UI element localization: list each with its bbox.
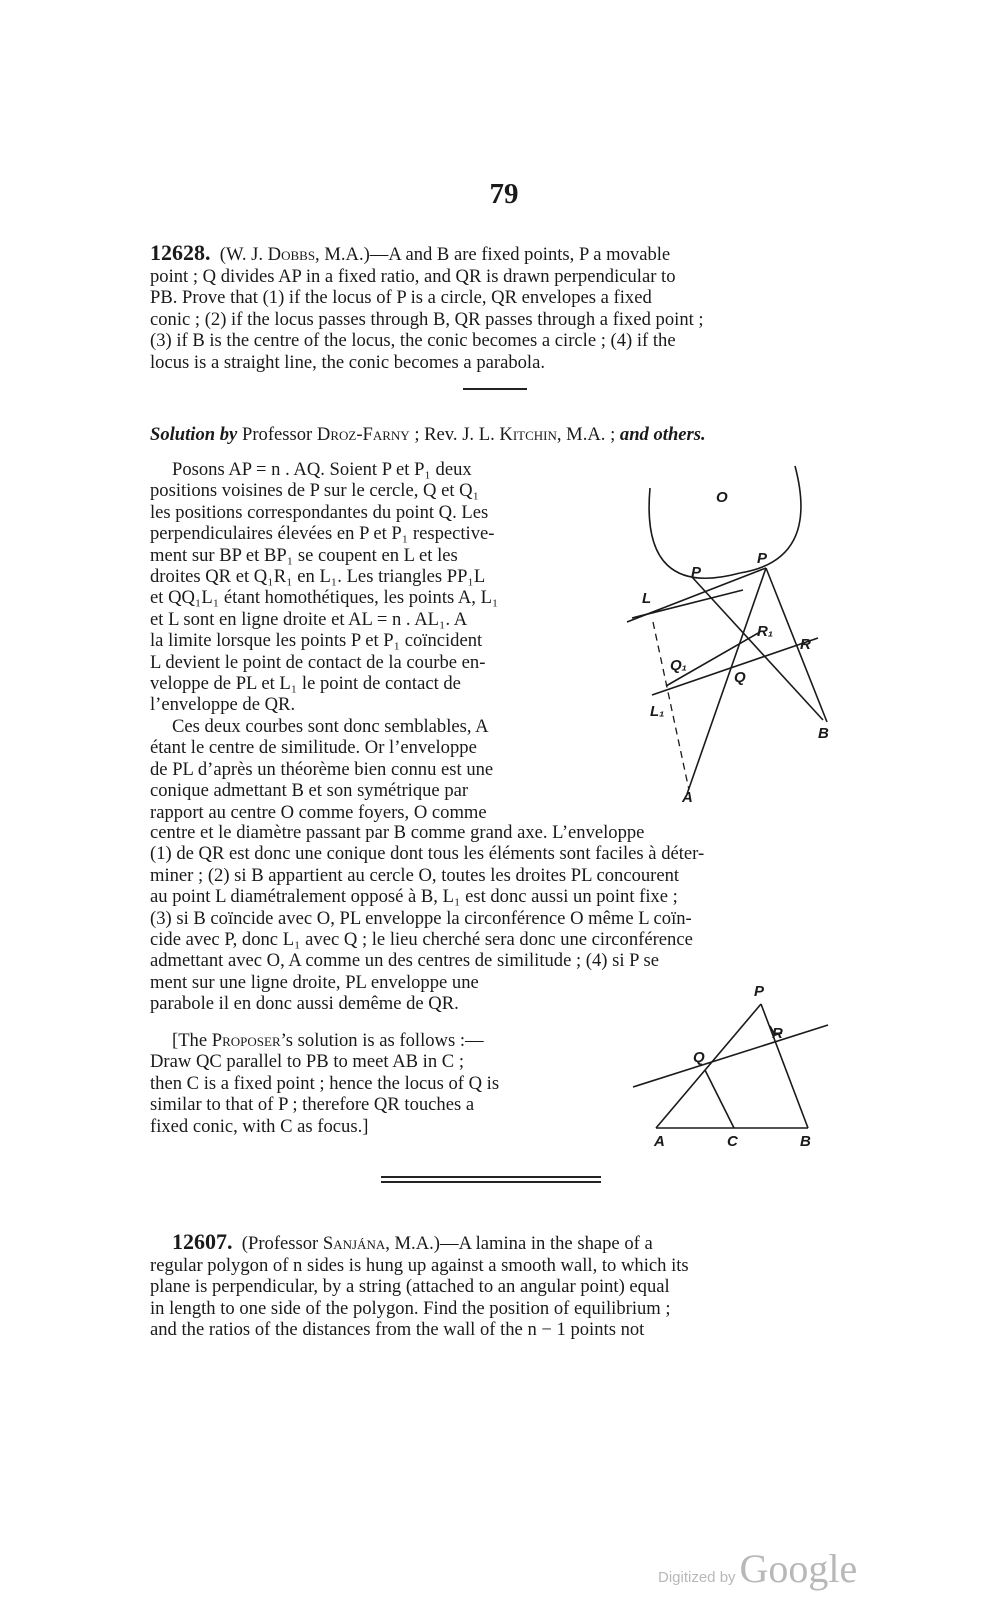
problem-text-line: —A and B are fixed points, P a movable [369, 244, 671, 265]
double-rule-bottom [381, 1181, 601, 1183]
problem-author: Sanjána [322, 1233, 386, 1254]
label-C: C [727, 1133, 738, 1150]
line-a-p [656, 1004, 761, 1128]
google-logo: Google [739, 1546, 858, 1591]
label-B: B [800, 1133, 811, 1150]
proposer-line: then C is a fixed point ; hence the locus of Q is [150, 1072, 500, 1094]
solution-by: Solution by [150, 424, 238, 445]
label-P1: P [757, 550, 768, 567]
solution-line: Ces deux courbes sont donc semblables, A [172, 715, 489, 737]
solver-sep: ; Rev. J. L. [409, 424, 500, 445]
solver-name: Kitchin [499, 424, 557, 445]
line-q-r [633, 1025, 828, 1087]
solution-line: au point L diamétralement opposé à B, L₁ est donc aussi un point fixe ; [150, 886, 678, 908]
solution-line: les positions correspondantes du point Q. Les [150, 501, 489, 523]
label-L1: L₁ [650, 703, 665, 720]
label-P: P [691, 564, 702, 581]
label-O: O [716, 489, 728, 506]
double-rule-top [381, 1176, 601, 1178]
solver-name: Droz-Farny [316, 424, 410, 445]
author-open: (Professor [241, 1233, 323, 1254]
solution-line: la limite lorsque les points P et P₁ coïncident [150, 630, 483, 652]
problem-text-line: in length to one side of the polygon. Find the position of equilibrium ; [150, 1297, 671, 1319]
label-R: R [772, 1025, 783, 1042]
label-L: L [642, 590, 652, 607]
solution-line: ment sur BP et BP₁ se coupent en L et les [150, 544, 458, 566]
digitized-credit [658, 1545, 857, 1592]
proposer-line: similar to that of P ; therefore QR touches a [150, 1094, 475, 1116]
solution-line: et L sont en ligne droite et AL = n . AL₁. A [150, 608, 468, 630]
proposer-name: Proposer [211, 1030, 281, 1051]
digitized-label: Digitized by [658, 1569, 736, 1586]
problem-text-line: plane is perpendicular, by a string (attached to an angular point) equal [150, 1276, 670, 1298]
solution-line: cide avec P, donc L₁ avec Q ; le lieu cherché sera donc une circonférence [150, 929, 693, 951]
and-others: and others. [619, 424, 706, 445]
label-R1: R₁ [757, 623, 774, 640]
solution-line: perpendiculaires élevées en P et P₁ respective- [150, 523, 495, 545]
label-Q: Q [693, 1049, 705, 1066]
problem-author: (W. J. Dobbs, M.A.) [219, 244, 370, 265]
problem-text-line: and the ratios of the distances from the wall of the n − 1 points not [150, 1319, 645, 1341]
label-R: R [800, 636, 811, 653]
solution-line: centre et le diamètre passant par B comme grand axe. L’enveloppe [150, 822, 645, 843]
label-A: A [682, 789, 693, 806]
label-Q1: Q₁ [670, 657, 687, 674]
problem-text-line: regular polygon of n sides is hung up against a smooth wall, to which its [150, 1255, 689, 1276]
solution-line: (3) si B coïncide avec O, PL enveloppe la circonférence O même L coïn- [150, 907, 692, 929]
proposer-intro: ’s solution is as follows :— [280, 1030, 484, 1051]
solution-line: positions voisines de P sur le cercle, Q et Q₁ [150, 480, 480, 502]
solution-line: ment sur une ligne droite, PL enveloppe une [150, 972, 479, 993]
label-P: P [754, 983, 765, 1000]
problem-number: 12628. [150, 240, 211, 265]
author-close: , M.A.) [385, 1233, 440, 1254]
line-q-c [705, 1070, 734, 1128]
solution-line: et QQ₁L₁ étant homothétiques, les points A, L₁ [150, 587, 499, 609]
problem-text-line: conic ; (2) if the locus passes through B, QR passes through a fixed point ; [150, 308, 704, 330]
solution-line: parabole il en donc aussi demême de QR. [150, 993, 459, 1015]
label-B: B [818, 725, 829, 742]
proposer-line: fixed conic, with C as focus.] [150, 1115, 369, 1137]
solution-line: conique admettant B et son symétrique par [150, 780, 469, 802]
problem-12607 [150, 1230, 834, 1341]
solution-line: L devient le point de contact de la courbe en- [150, 651, 486, 673]
solution-line: (1) de QR est donc une conique dont tous les éléments sont faciles à déter- [150, 843, 705, 865]
solution-line: veloppe de PL et L₁ le point de contact de [150, 673, 461, 695]
solution-line: Posons AP = n . AQ. Soient P et P₁ deux [172, 459, 472, 480]
professor-label: Professor [241, 424, 313, 445]
solution-line: admettant avec O, A comme un des centres de similitude ; (4) si P se [150, 950, 659, 972]
label-A: A [654, 1133, 665, 1150]
proposer-line: Draw QC parallel to PB to meet AB in C ; [150, 1051, 464, 1073]
solution-line: rapport au centre O comme foyers, O comme [150, 801, 487, 823]
problem-text-line: (3) if B is the centre of the locus, the conic becomes a circle ; (4) if the [150, 330, 676, 352]
problem-text-line: point ; Q divides AP in a fixed ratio, and QR is drawn perpendicular to [150, 266, 676, 287]
problem-text-line: PB. Prove that (1) if the locus of P is a circle, QR envelopes a fixed [150, 287, 652, 309]
solution-line: miner ; (2) si B appartient au cercle O, toutes les droites PL concourent [150, 864, 680, 886]
solution-line: de PL d’après un théorème bien connu est une [150, 758, 494, 780]
problem-number: 12607. [172, 1229, 233, 1254]
bracket-open: [The [172, 1030, 212, 1051]
solution-line: droites QR et Q₁R₁ en L₁. Les triangles PP₁L [150, 566, 486, 588]
solver-sep: , M.A. ; [556, 424, 616, 445]
problem-text-line: locus is a straight line, the conic becomes a parabola. [150, 351, 545, 373]
line-p-b [761, 1004, 808, 1128]
solution-line: l’enveloppe de QR. [150, 694, 296, 716]
page-number: 79 [489, 178, 519, 210]
problem-text-line: —A lamina in the shape of a [439, 1233, 653, 1254]
solution-line: étant le centre de similitude. Or l’enveloppe [150, 737, 477, 759]
label-Q: Q [734, 669, 746, 686]
